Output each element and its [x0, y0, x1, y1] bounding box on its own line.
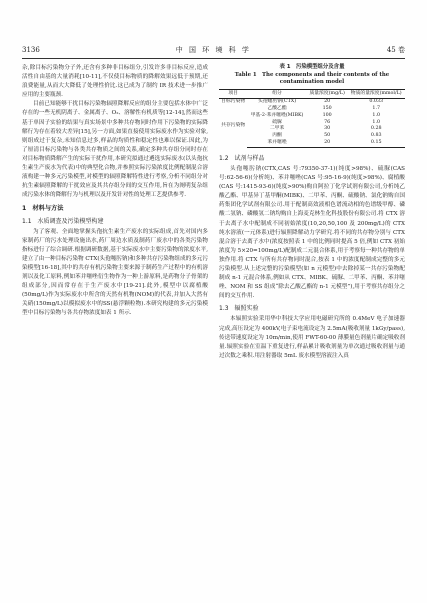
paragraph: 头孢噻肟钠(CTX,CAS 号:79350-37-1)(纯度>98%)、硫脲(CAS 号:62-56-6)(分析纯)、苯并噻唑(CAS 号:95-16-9)(纯度>98%)、腐植酸(CAS 号:1415-93-6)(纯度>90%)购自阿拉丁化学试剂有限公司,分析纯乙酸乙酯、甲基异丁基甲酮(MIBK)、二甲苯、丙酮、硫酸钠、氯化钠购自国药集团化学试剂有限公司.用于配制高效液相色谱流动相的色谱级甲醇、磷酸二氢钠、磷酸氢二钠均购自上海麦克林生化科技股份有限公司.将 CTX 溶于去离子水中配制成不同初始浓度(10,20,50,100 及 200mg/L)的 CTX 纯水溶液(一元体系)进行辐照降解动力学研究.将不同的共存物分别与 CTX 混合溶于去离子水中(浓度按照表 1 中的比例同时提高 5 倍,例如 CTX 初始浓度为 5×20=100mg/L)配制成二元混合体系,用于考察每一种共存物的单独作用.将 CTX 与所有共存物同时混合,按表 1 中的浓度配制成完整的多元污染模型.从上述完整的污染模型(如 n 元模型)中去除掉某一共存污染物配制成 n-1 元混合体系,例如从 CTX、MIBK、硫脲、二甲苯、丙酮、苯并噻唑、NOM 和 SS 组成“除去乙酸乙酯的 n-1 元模型”),用于考察共存组分之间的交互作用. [219, 165, 405, 300]
table-caption-cn: 表 1 污染模型组分及含量 [279, 64, 345, 70]
journal-title: 中 国 环 境 科 学 [175, 46, 251, 54]
table-cell: 20 [307, 140, 348, 147]
table-cell: 150 [322, 106, 332, 112]
table-cell: 乙酸乙酯 [267, 106, 287, 112]
table-header: 物质的量浓度(mmol/L) [347, 89, 405, 99]
table-cell: 50 [324, 133, 331, 139]
table-cell: 丙酮 [272, 133, 282, 139]
subsection-heading: 1.2 试剂与样品 [219, 154, 265, 162]
table-cell: 1.7 [372, 106, 381, 112]
table-cell: 头孢噻肟钠(CTX) [258, 99, 297, 105]
table-cell: 甲基-2-苯并噻唑(MIBK) [250, 112, 304, 118]
table-caption [219, 64, 405, 87]
table-cell: 0.15 [347, 140, 405, 147]
right-column [219, 64, 405, 361]
table-caption-en-2: contamination model [279, 79, 345, 85]
section-heading: 1 材料与方法 [22, 205, 64, 213]
subsection-heading: 1.3 辐照实验 [219, 305, 259, 313]
running-header [22, 44, 405, 59]
table-cell: 1.0 [372, 119, 381, 125]
table-cell: 硫脲 [272, 119, 282, 125]
table-cell: 0.83 [370, 133, 382, 139]
table-row [219, 99, 405, 106]
table-header: 质量浓度(mg/L) [307, 89, 348, 99]
two-columns [22, 64, 405, 361]
paragraph: 本辐照实验采用华中科技大学应用电磁研究所的 0.4MeV 电子加速器完成,高压设定为 400kV,电子束电流设定为 2.5mA(吸收剂量 1kGy/pass),传送带速度设定为 10m/min,使用 FWT-60-00 薄膜量色剂量片确定吸收剂量.辐照实验在室温下重复进行,样品累计吸收剂量为单次通过吸收剂量与通过次数之乘积.用注射器取 5mL 废水模型溶液注入真 [219, 316, 405, 359]
components-table [219, 89, 405, 148]
table-caption-en-1: Table 1 The components and their contents of the [234, 71, 390, 78]
table-cell: 二甲苯 [269, 126, 285, 132]
volume: 45 卷 [386, 46, 405, 54]
table-cell: 0.28 [370, 126, 382, 132]
table-cell: 76 [324, 119, 331, 125]
table-group-label: 共存污染物 [221, 123, 246, 129]
table-cell: 苯并噻唑 [247, 140, 307, 147]
table-cell: 0.033 [369, 99, 384, 105]
left-column [22, 64, 208, 361]
paragraph: 杂,除目标污染物分子外,还含有多种非目标组分,引发许多非目标反应,造成活性自由基的大量消耗[10-11],不仅使目标物质的降解效果远低于预期,还浪费能量,从而大大降低了处理性价比.这已成为了制约 IR 技术进一步推广应用的主要瓶颈. [22, 65, 208, 99]
table-header: 组分 [247, 89, 307, 99]
table-cell: 30 [324, 126, 331, 132]
table-cell: 100 [322, 112, 332, 118]
table-group-label: 目标污染物 [221, 99, 246, 105]
page-number: 3136 [22, 46, 40, 54]
table-cell: 20 [324, 99, 331, 105]
table-row [219, 140, 405, 147]
paragraph: 为了客观、全面地掌握头孢抗生素生产废水的实际组成,首先对国内多家制药厂的污水处理设施出水,药厂周边水质及制药厂废水中的各类污染物指标进行了综合调研.根据调研数据,基于实际废水中主要污染物的浓度水平,建立了由一种目标污染物 CTX(头孢噻肟钠)和多种共存污染物组成的多元污染模型[16-18],其中的共存有机污染物主要来源于制药生产过程中的有机溶剂以及化工原料,例如苯并噻唑衍生物作为一种上游原料,是药物分子骨架的组成部分,因而常存在于生产废水中[19-21].此外,模型中以腐植酸(50mg/L)作为实际废水中所含的天然有机物(NOM)的代表,并加入大然有关硝(150mg/L)以模拟废水中的SS(悬浮颗粒物).本研究构建的多元污染模型中目标污染物与各共存物浓度如表 1 所示. [22, 228, 208, 317]
subsection-heading: 1.1 水质调查及污染模型构建 [22, 217, 104, 225]
table-row [219, 113, 405, 120]
table-header-row [219, 89, 405, 99]
paragraph: 目前已知能够干扰目标污染物辐照降解反应的组分主要包括水体中广泛存在的一些无机阴离子、金属离子、O₂、溶解性有机质等[12-14],然而这些基于单因子实验的结果与真实场景中多种共存物同时作用下污染物的实际降解行为存在着较大差异[15],另一方面,如果直接使用实际废水作为实验对象,则组成过于复杂,未知信息过多,样品的均质性和稳定性也难以保证.因此,为了厘清目标污染物与各类共存物质之间的关系,确定多种共存组分同时存在对目标物质降解产生的实际干扰作用,本研究拟通过遴选实际废水(以头孢抗生素生产废水为代表)中的典型化合物,并参照实际污染浓度比例配制混合溶液构建一种多元污染模型,对模型的辐照降解特性进行考察,分析不同组分对抗生素辐照降解的干扰效应及其共存组分间的交互作用,旨在为阐明复杂组成污染水体的降解行为与机理以及开发针对性的处理工艺提供参考. [22, 101, 208, 199]
table-row [219, 106, 405, 113]
table-header: 项目 [219, 89, 247, 99]
table-cell: 1.0 [372, 112, 381, 118]
